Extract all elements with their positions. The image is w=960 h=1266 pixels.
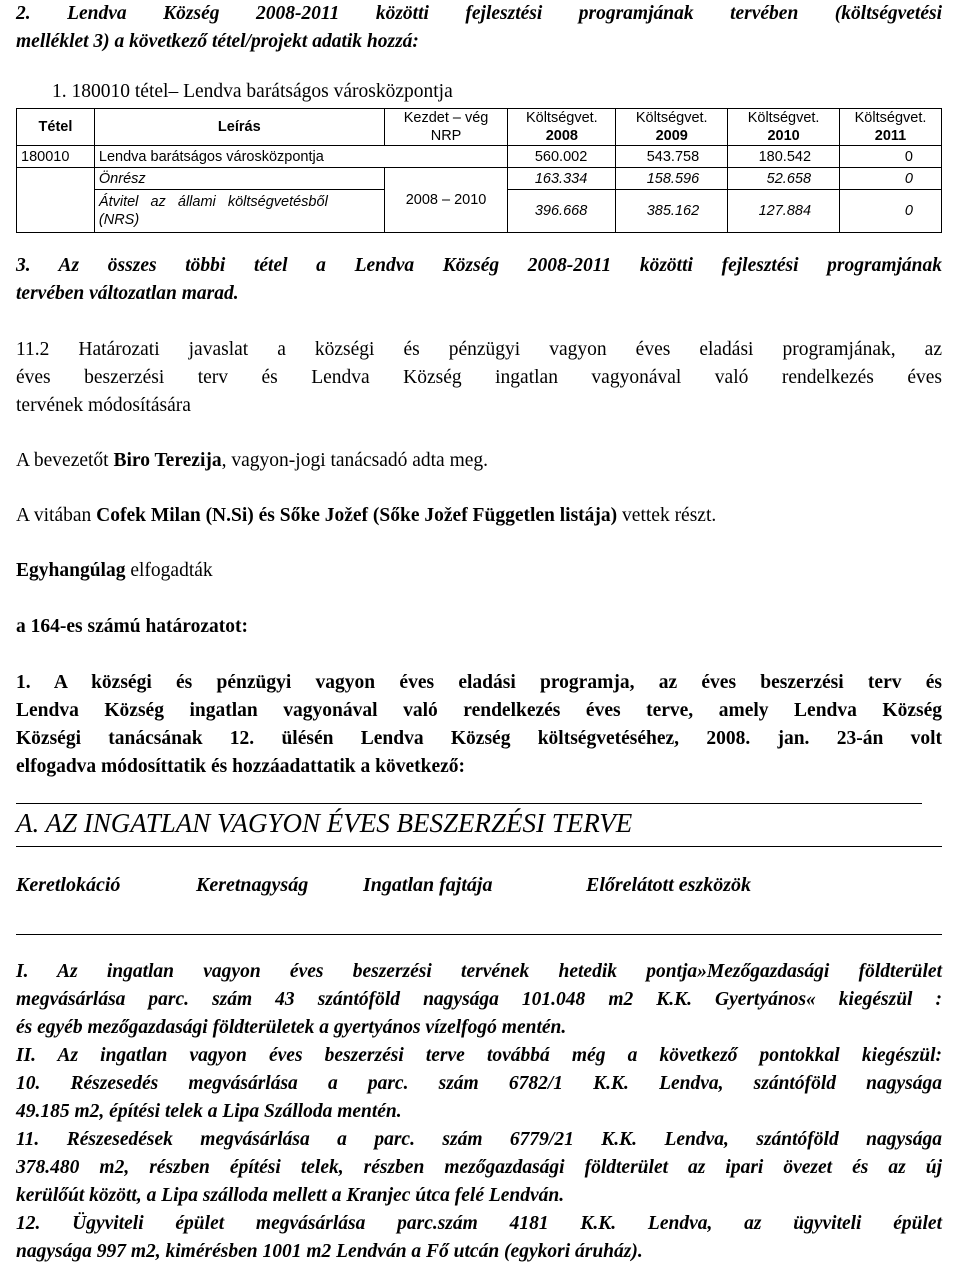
- header-kezdet-veg: [384, 109, 508, 146]
- cell-onresz-2009: 158.596: [616, 168, 728, 190]
- header-kezdet-label: Kezdet – vég: [403, 110, 489, 126]
- table-row-onresz: [17, 168, 942, 190]
- column-keretlokacio: Keretlokáció: [16, 874, 121, 896]
- body-line-6: 49.185 m2, építési telek a Lipa Szálloda mentén.: [16, 1101, 402, 1122]
- column-elorelatott-eszkozok: Előrelátott eszközök: [586, 874, 752, 896]
- cell-onresz-2011: 0: [840, 168, 942, 190]
- cell-main-2011: 0: [840, 146, 942, 168]
- rule-below-heading: [16, 846, 942, 847]
- intro-post: , vagyon-jogi tanácsadó adta meg.: [221, 450, 489, 471]
- vote-rest: elfogadták: [125, 560, 213, 581]
- atvitel-desc-line-2: (NRS): [98, 212, 140, 228]
- debate-participants: Cofek Milan (N.Si) és Sőke Jožef (Sőke Jožef Független listája): [96, 505, 618, 526]
- cell-atvitel-2011: 0: [840, 190, 942, 233]
- section-3-line-1: 3. Az összes többi tétel a Lendva Község 2008-2011 közötti fejlesztési programjának: [16, 255, 942, 276]
- rule-below-columns: [16, 934, 942, 935]
- section-2-line-1: 2. Lendva Község 2008-2011 közötti fejlesztési programjának tervében (költségvetési: [16, 3, 942, 24]
- column-ingatlan-fajtaja: Ingatlan fajtája: [363, 874, 493, 896]
- header-leiras: Leírás: [94, 109, 384, 146]
- column-headers: [16, 874, 942, 902]
- header-year-2009: 2009: [655, 128, 688, 144]
- header-nrp-label: NRP: [430, 128, 462, 144]
- point1-line-4: elfogadva módosíttatik és hozzáadattatik a következő:: [16, 756, 466, 777]
- column-keretnagysag: Keretnagyság: [196, 874, 309, 896]
- cell-atvitel-desc: [94, 190, 384, 233]
- cell-main-2009: 543.758: [616, 146, 728, 168]
- body-line-2: megvásárlása parc. szám 43 szántóföld nagysága 101.048 m2 K.K. Gyertyános« kiegészül :: [16, 989, 942, 1010]
- body-line-8: 378.480 m2, részben építési telek, részben mezőgazdasági földterület az ipari övezet és az új: [16, 1157, 942, 1178]
- header-2010: [728, 109, 840, 146]
- cell-main-2010: 180.542: [728, 146, 840, 168]
- s112-line-3: tervének módosítására: [16, 395, 191, 416]
- rule-above-heading: [16, 803, 922, 804]
- debate-line: [16, 502, 942, 530]
- cell-atvitel-2008: 396.668: [508, 190, 616, 233]
- item-title: 1. 180010 tétel– Lendva barátságos városközpontja: [52, 81, 453, 102]
- header-kv-2011: Költségvet.: [854, 110, 927, 126]
- heading-a: A. AZ INGATLAN VAGYON ÉVES BESZERZÉSI TERVE: [16, 808, 633, 838]
- cell-onresz-2010: 52.658: [728, 168, 840, 190]
- header-2008: [508, 109, 616, 146]
- vote-bold: Egyhangúlag: [16, 560, 126, 581]
- resolution-title: a 164-es számú határozatot:: [16, 616, 248, 637]
- header-kv-2008: Költségvet.: [525, 110, 598, 126]
- section-2-line-2: melléklet 3) a következő tétel/projekt adatik hozzá:: [16, 31, 419, 52]
- cell-period: 2008 – 2010: [384, 168, 508, 233]
- cell-empty-code: [17, 168, 95, 233]
- cell-atvitel-2010: 127.884: [728, 190, 840, 233]
- s112-line-1: 11.2 Határozati javaslat a községi és pénzügyi vagyon éves eladási programjának, az: [16, 339, 942, 360]
- body-line-5: 10. Részesedés megvásárlása a parc. szám 6782/1 K.K. Lendva, szántóföld nagysága: [16, 1073, 942, 1094]
- header-year-2008: 2008: [545, 128, 578, 144]
- vote-line: [16, 557, 942, 585]
- cell-onresz-2008: 163.334: [508, 168, 616, 190]
- body-line-7: 11. Részesedések megvásárlása a parc. szám 6779/21 K.K. Lendva, szántóföld nagysága: [16, 1129, 942, 1150]
- debate-pre: A vitában: [16, 505, 97, 526]
- cell-desc: Lendva barátságos városközpontja: [94, 146, 507, 168]
- body-line-11: nagysága 997 m2, kimérésben 1001 m2 Lendván a Fő utcán (egykori áruház).: [16, 1241, 643, 1262]
- point1-line-2: Lendva Község ingatlan vagyonával való rendelkezés éves terve, amely Lendva Község: [16, 700, 942, 721]
- body-line-9: kerülőút között, a Lipa szálloda mellett a Kranjec útca felé Lendván.: [16, 1185, 565, 1206]
- body-line-1: I. Az ingatlan vagyon éves beszerzési tervének hetedik pontja»Mezőgazdasági földterület: [16, 961, 942, 982]
- table-row-main: [17, 146, 942, 168]
- body-line-4: II. Az ingatlan vagyon éves beszerzési terve továbbá még a következő pontokkal kiegészül:: [16, 1045, 942, 1066]
- body-line-10: 12. Ügyviteli épület megvásárlása parc.szám 4181 K.K. Lendva, az ügyviteli épület: [16, 1213, 942, 1234]
- header-kv-2009: Költségvet.: [635, 110, 708, 126]
- cell-onresz-desc: Önrész: [94, 168, 384, 190]
- header-tetel: Tétel: [17, 109, 95, 146]
- intro-pre: A bevezetőt: [16, 450, 114, 471]
- budget-table: [16, 108, 942, 233]
- intro-name: Biro Terezija: [113, 450, 222, 471]
- cell-main-2008: 560.002: [508, 146, 616, 168]
- header-kv-2010: Költségvet.: [747, 110, 820, 126]
- s112-line-2: éves beszerzési terv és Lendva Község ingatlan vagyonával való rendelkezés éves: [16, 367, 942, 388]
- debate-post: vettek részt.: [617, 505, 717, 526]
- point1-line-3: Községi tanácsának 12. ülésén Lendva Község költségvetéséhez, 2008. jan. 23-án volt: [16, 728, 942, 749]
- intro-line: [16, 447, 942, 475]
- body-line-3: és egyéb mezőgazdasági földterületek a gyertyános vízelfogó mentén.: [16, 1017, 567, 1038]
- atvitel-desc-line-1: Átvitel az állami költségvetésből: [98, 194, 328, 210]
- header-year-2010: 2010: [767, 128, 800, 144]
- table-header-row: [17, 109, 942, 146]
- section-3-line-2: tervében változatlan marad.: [16, 283, 239, 304]
- header-2011: [840, 109, 942, 146]
- cell-atvitel-2009: 385.162: [616, 190, 728, 233]
- point1-line-1: 1. A községi és pénzügyi vagyon éves eladási programja, az éves beszerzési terv és: [16, 672, 942, 693]
- cell-code: 180010: [17, 146, 95, 168]
- header-year-2011: 2011: [874, 128, 907, 144]
- header-2009: [616, 109, 728, 146]
